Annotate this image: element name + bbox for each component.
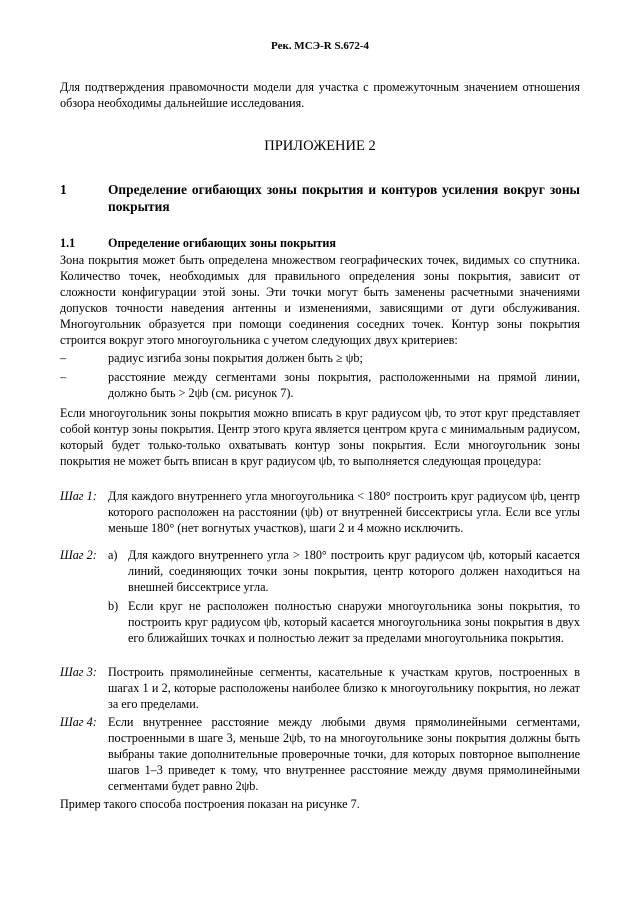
criteria-item [60,350,580,366]
sub-marker: a) [108,548,118,562]
step-label: Шаг 3: [60,665,97,679]
list-text: радиус изгиба зоны покрытия должен быть ≥ ψb; [108,351,363,365]
step-label: Шаг 1: [60,489,97,503]
step-2b [60,598,580,646]
section-title: Определение огибающих зоны покрытия и контуров усиления вокруг зоны покрытия [108,182,580,214]
body-paragraph-1: Зона покрытия может быть определена множеством географических точек, видимых со спутника. Количество точек, необходимых для правильного определения зоны покрытия, зависит от сложности конфигурации этой зоны. Эти точки могут быть заменены расчетными значениями допусков точности наведения антенны и изменениями, зависящими от дуги обслуживания. Многоугольник образуется при помощи соединения соседних точек. Контур зоны покрытия строится вокруг этого многоугольника с учетом следующих двух критериев: [60,253,580,347]
section-1-heading [60,181,580,215]
list-marker: – [60,370,67,384]
section-number: 1 [60,182,67,197]
body-paragraph-2: Если многоугольник зоны покрытия можно вписать в круг радиусом ψb, то этот круг представляет собой контур зоны покрытия. Центр этого круга является центром круга с минимальным радиусом, который будет только-только охватывать контур зоны покрытия. Если многоугольник зоны покрытия не может быть вписан в круг радиусом ψb, то выполняется следующая процедура: [60,406,580,468]
step-3 [60,664,580,712]
step-2a [60,547,580,595]
step-text: Если круг не расположен полностью снаружи многоугольника зоны покрытия, то построить круг радиусом ψb, который касается многоугольника зоны покрытия в двух его ближайших точках и полностью лежит за пределами многоугольника покрытия. [128,599,580,645]
list-marker: – [60,351,67,365]
criteria-item [60,369,580,401]
sub-marker: b) [108,599,119,613]
step-text: Построить прямолинейные сегменты, касательные к участкам кругов, построенных в шагах 1 и 2, которые расположены наиболее близко к многоугольнику покрытия, но лежат за его пределами. [108,665,580,711]
page-header: Рек. МСЭ-R S.672-4 [271,40,369,52]
step-text: Для каждого внутреннего угла многоугольника < 180° построить круг радиусом ψb, центр которого расположен на расстоянии (ψb) от внутренней биссектрисы угла. Если все углы меньше 180° (нет вогнутых участков), шаги 2 и 4 можно исключить. [108,489,580,535]
step-text: Для каждого внутреннего угла > 180° построить круг радиусом ψb, который касается линий, соединяющих точки зоны покрытия, центр которого должен находиться на внешней биссектрисе угла. [128,548,580,594]
subsection-number: 1.1 [60,236,76,250]
step-label: Шаг 2: [60,548,97,562]
step-label: Шаг 4: [60,715,97,729]
step-text: Если внутреннее расстояние между любыми двумя прямолинейными сегментами, построенными в шаге 3, меньше 2ψb, то на многоугольнике зоны покрытия должны быть выбраны такие дополнительные проверочные точки, для которых повторное выполнение шагов 1–3 приведет к тому, что внутреннее расстояние между двумя прямолинейными сегментами будет равно 2ψb. [108,715,580,793]
step-4 [60,714,580,794]
step-1 [60,488,580,536]
section-1-1-heading [60,236,580,251]
list-text: расстояние между сегментами зоны покрытия, расположенными на прямой линии, должно быть > 2ψb (см. рисунок 7). [108,370,580,400]
subsection-title: Определение огибающих зоны покрытия [108,236,336,250]
intro-paragraph: Для подтверждения правомочности модели для участка с промежуточным значением отношения обзора необходимы дальнейшие исследования. [60,80,580,110]
final-paragraph: Пример такого способа построения показан на рисунке 7. [60,797,360,811]
annex-title: ПРИЛОЖЕНИЕ 2 [264,138,376,154]
